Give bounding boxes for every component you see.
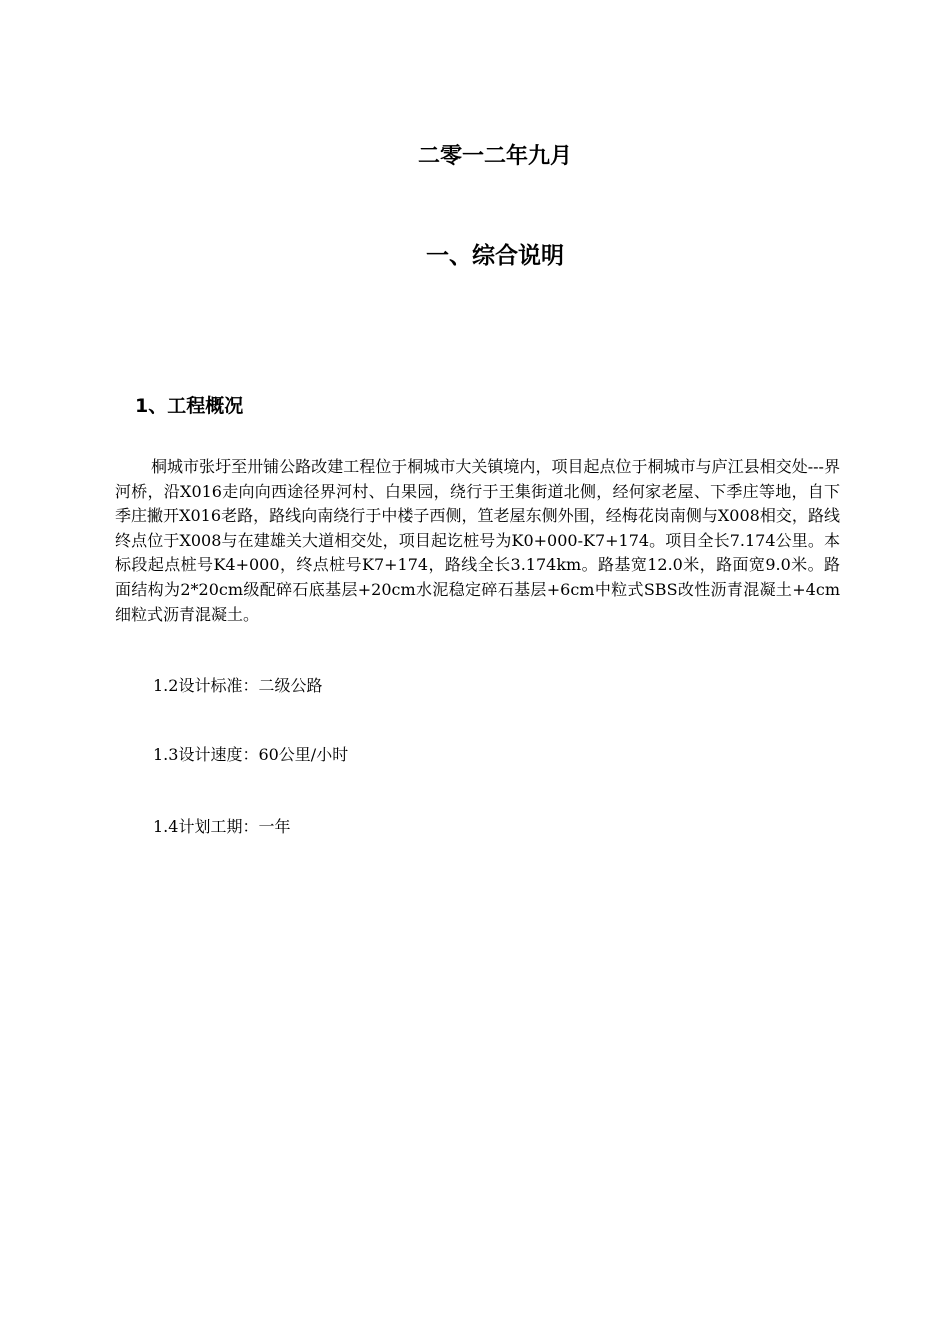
overview-paragraph: 桐城市张圩至卅铺公路改建工程位于桐城市大关镇境内，项目起点位于桐城市与庐江县相交处---界河桥，沿X016走向向西途径界河村、白果园，绕行于王集街道北侧，经何家老屋、下季庄等地，自下季庄撇开X016老路，路线向南绕行于中楼子西侧，笪老屋东侧外围，经梅花岗南侧与X008相交，路线终点位于X008与在建雄关大道相交处，项目起讫桩号为K0+000-K7+174。项目全长7.174公里。本标段起点桩号K4+000，终点桩号K7+174，路线全长3.174km。路基宽12.0米，路面宽9.0米。路面结构为2*20cm级配碎石底基层+20cm水泥稳定碎石基层+6cm中粒式SBS改性沥青混凝土+4cm细粒式沥青混凝土。	[115, 457, 840, 624]
section-heading: 一、综合说明	[426, 243, 564, 269]
design-speed-line: 1.3设计速度：60公里/小时	[153, 745, 349, 764]
subsection-heading: 1、工程概况	[135, 395, 244, 417]
planned-duration-line: 1.4计划工期：一年	[153, 817, 291, 836]
date-heading: 二零一二年九月	[417, 144, 572, 169]
design-standard-line: 1.2设计标准：二级公路	[153, 676, 323, 695]
